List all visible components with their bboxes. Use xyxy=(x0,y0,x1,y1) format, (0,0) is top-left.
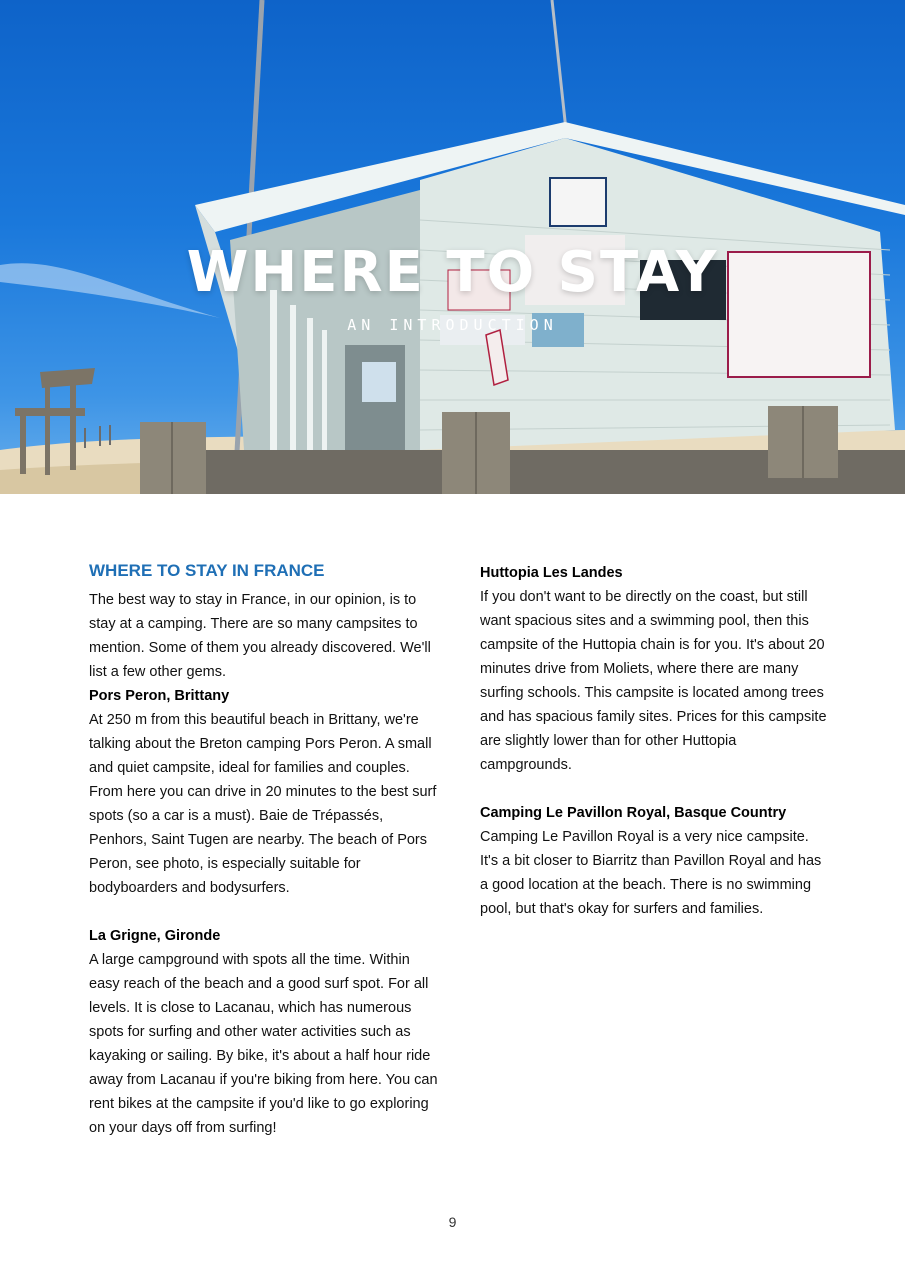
intro-paragraph: The best way to stay in France, in our opinion, is to stay at a camping. There are so many campsites to mention. Some of them you already discovered. We'll list a few other gems. xyxy=(89,592,431,680)
right-column xyxy=(480,561,830,945)
hero-subtitle: AN INTRODUCTION xyxy=(347,316,558,334)
campsite-description: Camping Le Pavillon Royal is a very nice campsite. It's a bit closer to Biarritz than Pavillon Royal and has a good location at the beach. There is no swimming pool, but that's okay for surfers and families. xyxy=(480,829,822,917)
campsite-entry-pors-peron xyxy=(89,684,439,900)
campsite-entry-huttopia xyxy=(480,561,830,777)
left-column xyxy=(89,558,439,1164)
page-number: 9 xyxy=(448,1214,457,1230)
campsite-entry-la-grigne xyxy=(89,924,439,1140)
campsite-description: If you don't want to be directly on the coast, but still want spacious sites and a swimming pool, then this campsite of the Huttopia chain is for you. It's about 20 minutes drive from Moliets, where there are many surfing schools. This campsite is located among trees and has spacious family sites. Prices for this campsite are slightly lower than for other Huttopia campgrounds. xyxy=(480,589,827,773)
campsite-description: A large campground with spots all the time. Within easy reach of the beach and a good surf spot. For all levels. It is close to Lacanau, which has numerous spots for surfing and other water activities such as kayaking or sailing. By bike, it's about a half hour ride away from Lacanau if you're biking from here. You can rent bikes at the campsite if you'd like to go exploring on your days off from surfing! xyxy=(89,952,438,1136)
hero-title: WHERE TO STAY xyxy=(186,240,719,305)
campsite-title: Huttopia Les Landes xyxy=(480,565,623,581)
campsite-title: Pors Peron, Brittany xyxy=(89,688,230,704)
campsite-description: At 250 m from this beautiful beach in Brittany, we're talking about the Breton camping Pors Peron. A small and quiet campsite, ideal for families and couples. From here you can drive in 20 minutes to the best surf spots (so a car is a must). Baie de Trépassés, Penhors, Saint Tugen are nearby. The beach of Pors Peron, see photo, is especially suitable for bodyboarders and bodysurfers. xyxy=(89,712,437,896)
section-title: WHERE TO STAY IN FRANCE xyxy=(89,561,325,580)
campsite-entry-pavillon-royal xyxy=(480,801,830,921)
campsite-title: La Grigne, Gironde xyxy=(89,928,221,944)
hero-banner xyxy=(0,0,905,494)
campsite-title: Camping Le Pavillon Royal, Basque Country xyxy=(480,805,787,821)
